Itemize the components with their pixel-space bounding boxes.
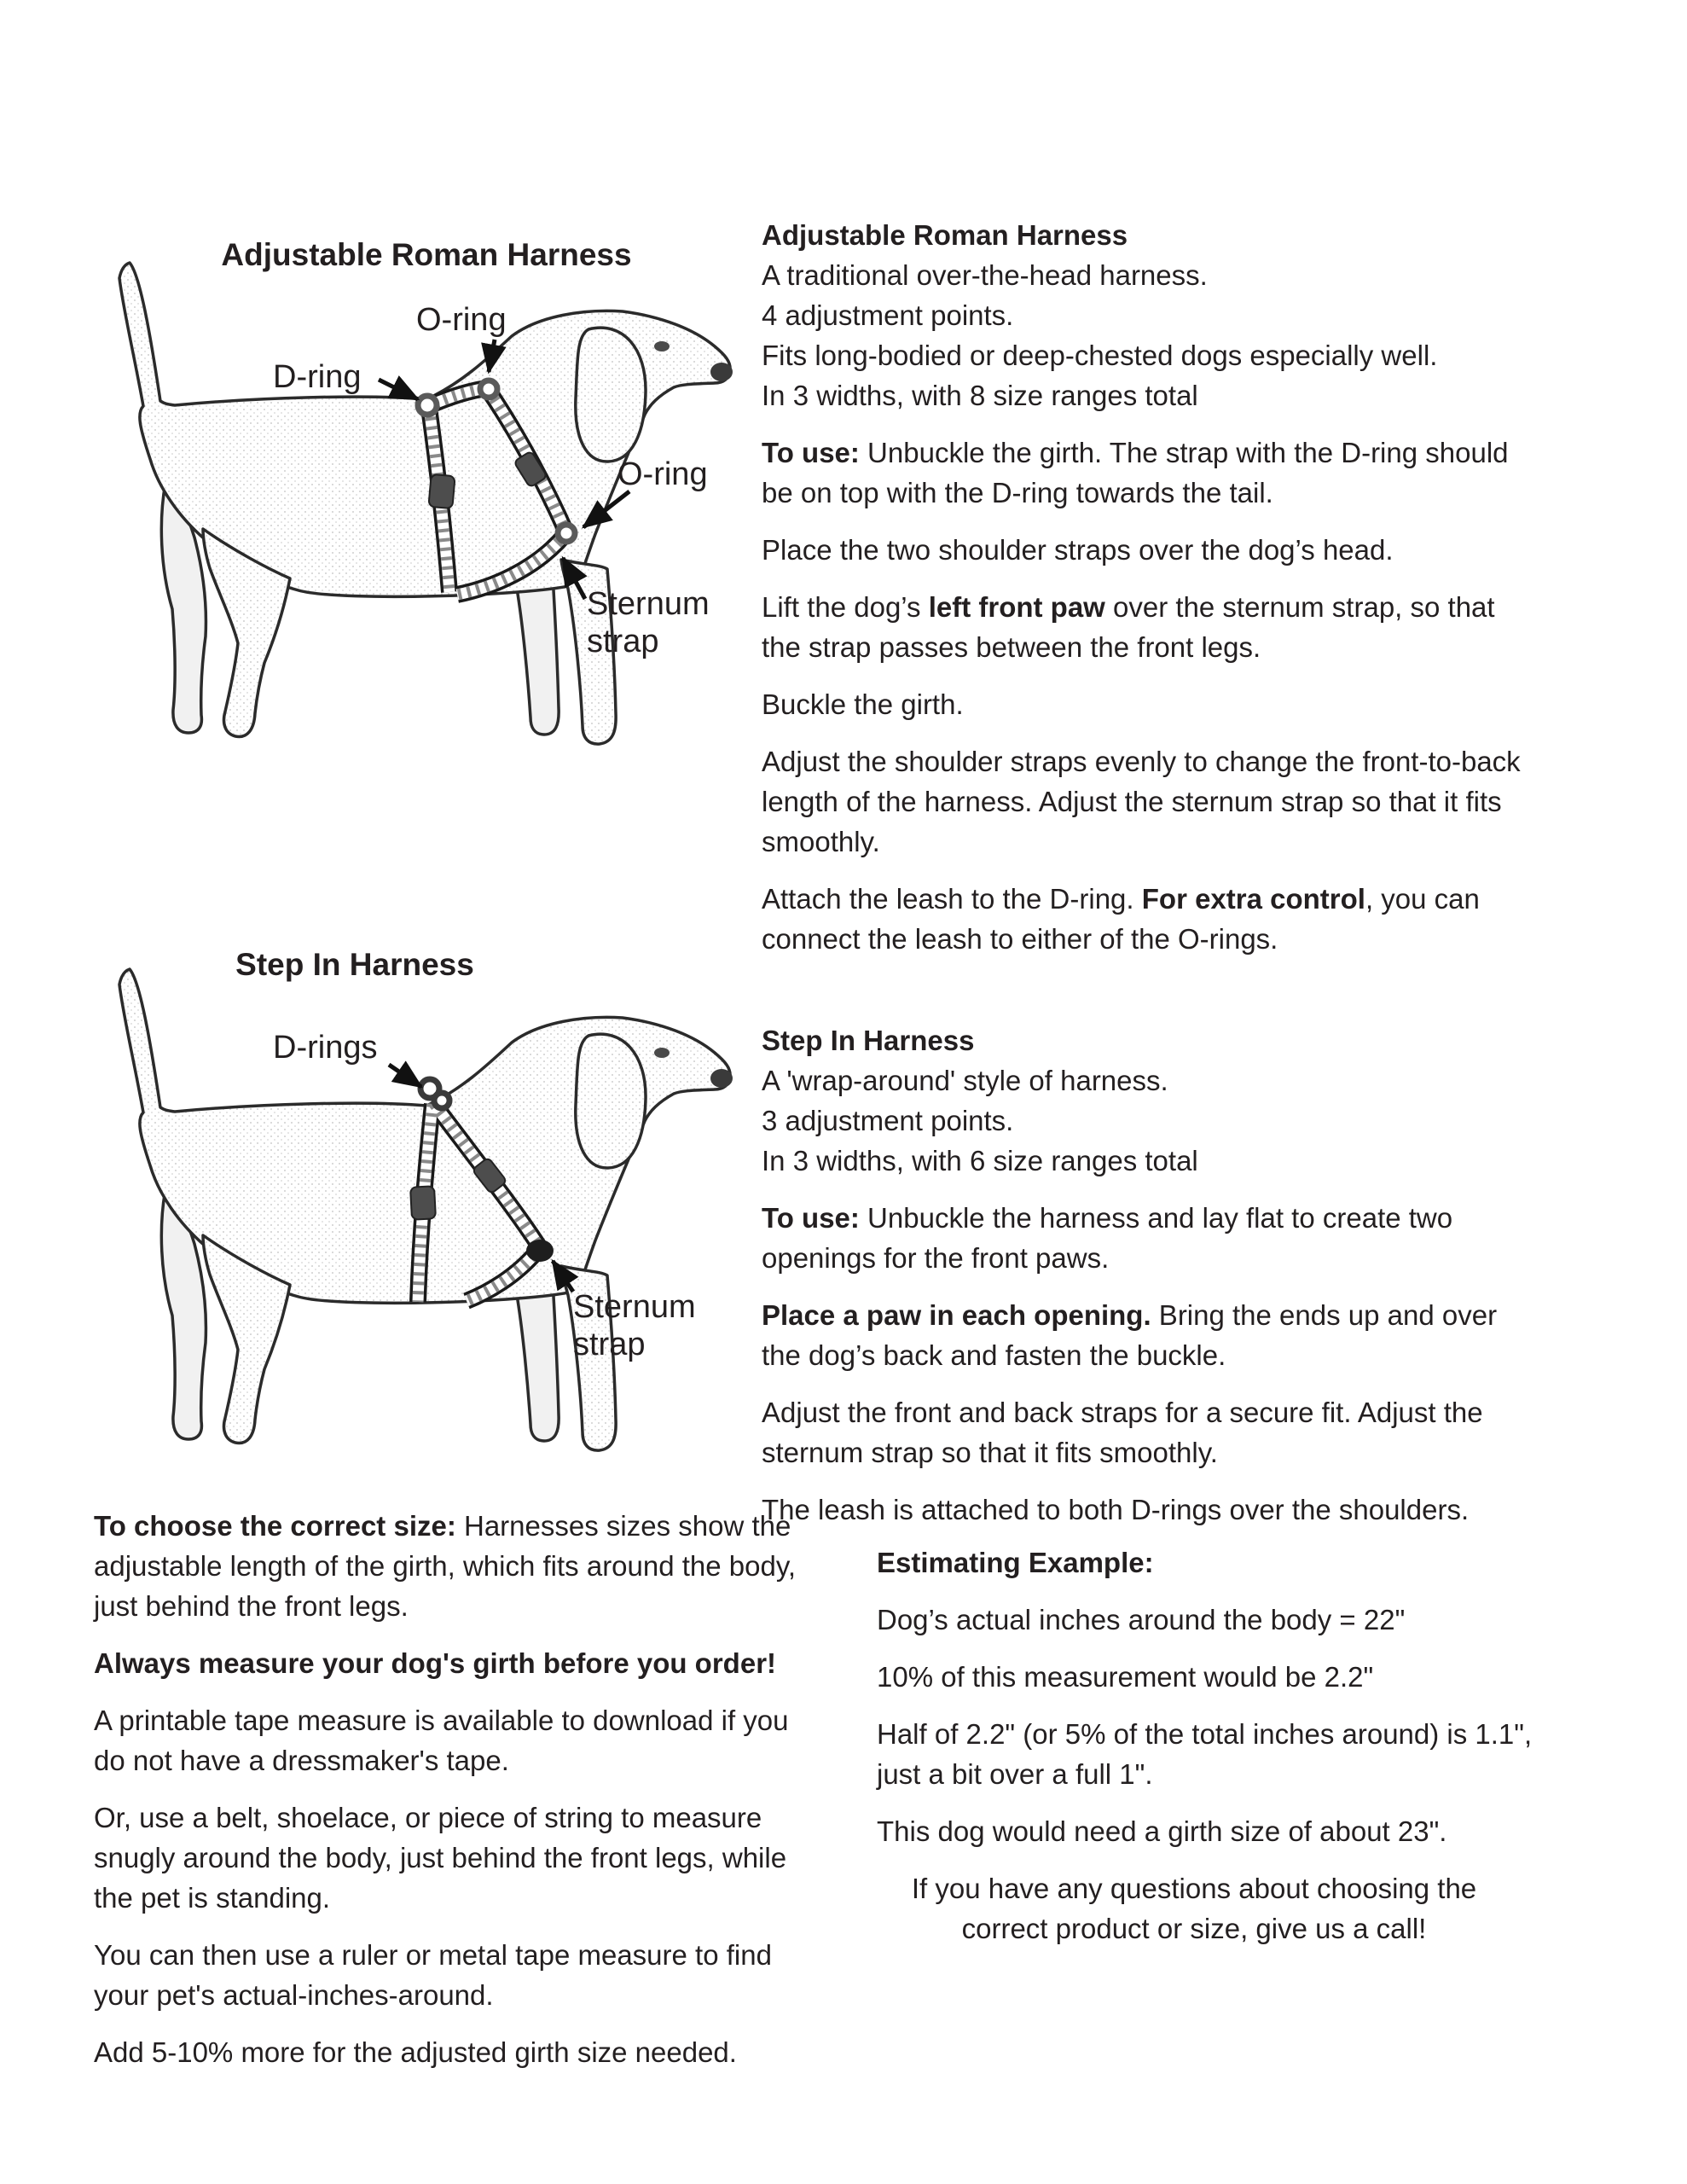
paragraph <box>94 2032 817 2072</box>
stepin-intro-line: In 3 widths, with 6 size ranges total <box>762 1145 1198 1176</box>
roman-intro-line: 4 adjustment points. <box>762 299 1014 331</box>
paragraph-text: Unbuckle the girth. The strap with the D-ring should be on top with the D-ring towards the tail. <box>762 437 1509 508</box>
paragraph-text: Dog’s actual inches around the body = 22" <box>877 1604 1406 1635</box>
sizing-section <box>94 1506 817 2072</box>
paragraph-text: Place the two shoulder straps over the dog’s head. <box>762 534 1394 566</box>
paragraph-text: You can then use a ruler or metal tape measure to find your pet's actual-inches-around. <box>94 1939 772 2011</box>
paragraph <box>94 1506 817 1626</box>
paragraph-text: Buckle the girth. <box>762 688 964 720</box>
d-ring <box>418 396 437 415</box>
paragraph-text: Lift the dog’s <box>762 591 929 623</box>
paragraph-text: Or, use a belt, shoelace, or piece of string to measure snugly around the body, just behind the front legs, while the pet is standing. <box>94 1802 787 1914</box>
roman-intro-line: Fits long-bodied or deep-chested dogs especially well. <box>762 340 1438 371</box>
paragraph <box>94 1935 817 2015</box>
d-rings-arrow <box>389 1065 421 1087</box>
bold-inline: For extra control <box>1141 883 1365 915</box>
o-ring-top-label: O-ring <box>416 302 507 338</box>
roman-figure-title: Adjustable Roman Harness <box>221 237 632 272</box>
bold-line: Always measure your dog's girth before you order! <box>94 1647 777 1679</box>
bold-leadin: To use: <box>762 437 860 468</box>
roman-section-heading: Adjustable Roman Harness <box>762 219 1128 251</box>
paragraph <box>877 1811 1568 1851</box>
bold-leadin: Place a paw in each opening. <box>762 1299 1151 1331</box>
sternum-buckle <box>526 1240 554 1262</box>
figure-roman-harness <box>85 230 759 781</box>
dog-nose <box>710 1069 733 1088</box>
paragraph <box>762 530 1529 570</box>
dog-ear <box>576 328 646 462</box>
paragraph-text: , you can connect the leash to either of the O-rings. <box>762 883 1480 955</box>
dog-eye <box>654 341 670 351</box>
stepin-figure-title: Step In Harness <box>235 947 474 982</box>
stepin-dog-illustration <box>85 937 759 1487</box>
paragraph-text: This dog would need a girth size of about 23". <box>877 1815 1447 1847</box>
figure-stepin-harness <box>85 937 759 1487</box>
estimating-section <box>877 1542 1568 1949</box>
stepin-section-heading: Step In Harness <box>762 1025 975 1056</box>
paragraph <box>762 433 1529 513</box>
paragraph <box>94 1643 817 1683</box>
paragraph <box>762 879 1529 959</box>
d-ring-2 <box>434 1093 449 1108</box>
d-ring-label: D-ring <box>273 359 362 395</box>
paragraph <box>762 741 1529 862</box>
roman-text-section <box>762 215 1529 959</box>
paragraph-text: Half of 2.2" (or 5% of the total inches around) is 1.1", just a bit over a full 1". <box>877 1718 1533 1790</box>
dog-ear <box>576 1034 646 1168</box>
sternum-strap-label: Sternum strap <box>573 1289 696 1362</box>
paragraph-text: Attach the leash to the D-ring. <box>762 883 1142 915</box>
paragraph-text: Unbuckle the harness and lay flat to create two openings for the front paws. <box>762 1202 1453 1274</box>
o-ring-sternum <box>558 525 575 542</box>
paragraph-text: over the sternum strap, so that the strap passes between the front legs. <box>762 591 1495 663</box>
bold-leadin: Estimating Example <box>877 1547 1145 1578</box>
roman-intro-line: A traditional over-the-head harness. <box>762 259 1208 291</box>
estimating-heading <box>877 1542 1568 1583</box>
paragraph-text: Adjust the front and back straps for a secure fit. Adjust the sternum strap so that it fits smoothly. <box>762 1397 1483 1468</box>
paragraph <box>877 1600 1568 1640</box>
paragraph-text: Bring the ends up and over the dog’s back and fasten the buckle. <box>762 1299 1498 1371</box>
heading-colon: : <box>1144 1547 1154 1578</box>
paragraph-text: Adjust the shoulder straps evenly to change the front-to-back length of the harness. Adjust the sternum strap so that it fits smoothly. <box>762 746 1521 857</box>
paragraph-text: If you have any questions about choosing the correct product or size, give us a call! <box>911 1873 1477 1944</box>
paragraph <box>762 1198 1529 1278</box>
paragraph-text: 10% of this measurement would be 2.2" <box>877 1661 1374 1693</box>
stepin-intro-line: 3 adjustment points. <box>762 1105 1014 1136</box>
paragraph <box>94 1798 817 1918</box>
paragraph-text: Harnesses sizes show the adjustable length of the girth, which fits around the body, just behind the front legs. <box>94 1510 797 1622</box>
paragraph <box>877 1714 1568 1794</box>
roman-intro-line: In 3 widths, with 8 size ranges total <box>762 380 1198 411</box>
paragraph <box>94 1700 817 1780</box>
d-rings-label: D-rings <box>273 1030 378 1066</box>
paragraph <box>762 1392 1529 1472</box>
sternum-strap-label: Sternum strap <box>587 586 710 659</box>
o-ring-top <box>480 380 497 398</box>
dog-eye <box>654 1048 670 1058</box>
right-column <box>762 215 1529 1530</box>
paragraph <box>762 1490 1529 1530</box>
paragraph-text: Add 5-10% more for the adjusted girth size needed. <box>94 2036 737 2068</box>
stepin-intro-line: A 'wrap-around' style of harness. <box>762 1065 1168 1096</box>
bold-leadin: To choose the correct size: <box>94 1510 456 1542</box>
dog-nose <box>710 363 733 381</box>
paragraph <box>762 1295 1529 1375</box>
paragraph <box>762 587 1529 667</box>
stepin-text-section <box>762 1020 1529 1530</box>
o-ring-bottom-label: O-ring <box>617 456 708 492</box>
closing-note <box>877 1868 1511 1949</box>
paragraph-text: A printable tape measure is available to download if you do not have a dressmaker's tape. <box>94 1705 789 1776</box>
paragraph <box>762 684 1529 724</box>
paragraph-text: The leash is attached to both D-rings over the shoulders. <box>762 1494 1470 1525</box>
paragraph <box>877 1657 1568 1697</box>
bold-inline: left front paw <box>928 591 1105 623</box>
bold-leadin: To use: <box>762 1202 860 1234</box>
